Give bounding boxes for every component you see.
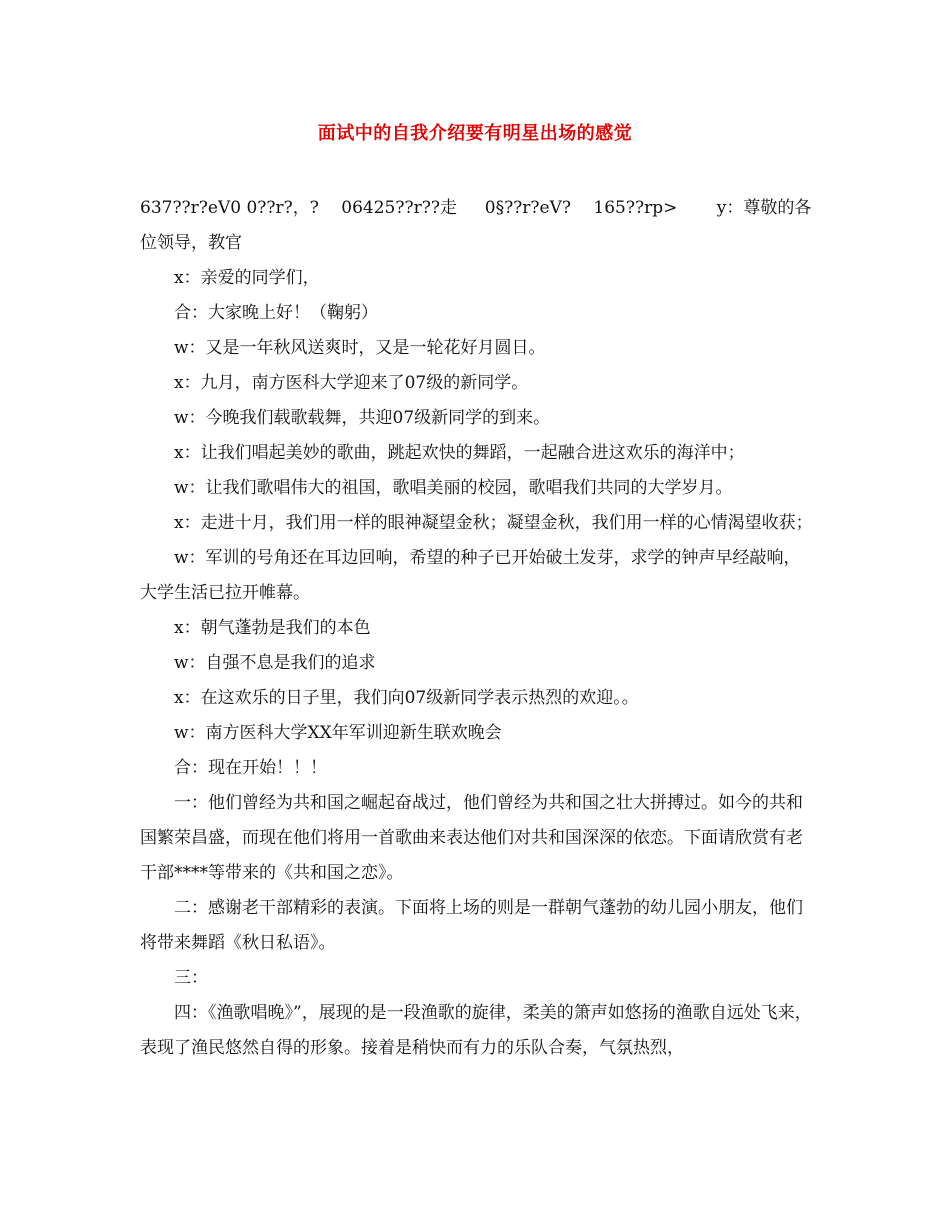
paragraph: x：在这欢乐的日子里，我们向07级新同学表示热烈的欢迎。。 [174, 688, 639, 708]
paragraph: x：让我们唱起美妙的歌曲，跳起欢快的舞蹈，一起融合进这欢乐的海洋中； [174, 443, 745, 463]
paragraph: w：让我们歌唱伟大的祖国，歌唱美丽的校园，歌唱我们共同的大学岁月。 [174, 478, 733, 498]
document-body [140, 191, 816, 1066]
paragraph: 637??r?eV0 0??r?，? 06425??r??走 0§??r?eV? 165??rp> y：尊敬的各位领导，教官 [140, 198, 812, 253]
paragraph: w：军训的号角还在耳边回响，希望的种子已开始破土发芽，求学的钟声早经敲响，大学生活已拉开帷幕。 [140, 548, 801, 603]
paragraph: w：又是一年秋风送爽时，又是一轮花好月圆日。 [174, 338, 546, 358]
paragraph: w：自强不息是我们的追求 [174, 653, 376, 673]
paragraph: w：今晚我们载歌载舞，共迎07级新同学的到来。 [174, 408, 551, 428]
document-title: 面试中的自我介绍要有明星出场的感觉 [317, 123, 633, 144]
paragraph: 合：大家晚上好！（鞠躬） [174, 303, 378, 323]
paragraph: x：亲爱的同学们， [174, 268, 320, 288]
paragraph: x：九月，南方医科大学迎来了07级的新同学。 [174, 373, 529, 393]
paragraph: 三： [174, 968, 208, 988]
paragraph: w：南方医科大学XX年军训迎新生联欢晚会 [174, 723, 502, 743]
paragraph: 一：他们曾经为共和国之崛起奋战过，他们曾经为共和国之壮大拼搏过。如今的共和国繁荣昌盛，而现在他们将用一首歌曲来表达他们对共和国深深的依恋。下面请欣赏有老干部****等带来的《共和国之恋》。 [140, 793, 803, 883]
paragraph: 四：《渔歌唱晚》”，展现的是一段渔歌的旋律，柔美的箫声如悠扬的渔歌自远处飞来，表现了渔民悠然自得的形象。接着是稍快而有力的乐队合奏，气氛热烈， [140, 1003, 812, 1058]
paragraph: x：走进十月，我们用一样的眼神凝望金秋；凝望金秋，我们用一样的心情渴望收获； [174, 513, 813, 533]
paragraph: 合：现在开始！！！ [174, 758, 327, 778]
paragraph: 二：感谢老干部精彩的表演。下面将上场的则是一群朝气蓬勃的幼儿园小朋友，他们将带来舞蹈《秋日私语》。 [140, 898, 803, 953]
paragraph: x：朝气蓬勃是我们的本色 [174, 618, 371, 638]
